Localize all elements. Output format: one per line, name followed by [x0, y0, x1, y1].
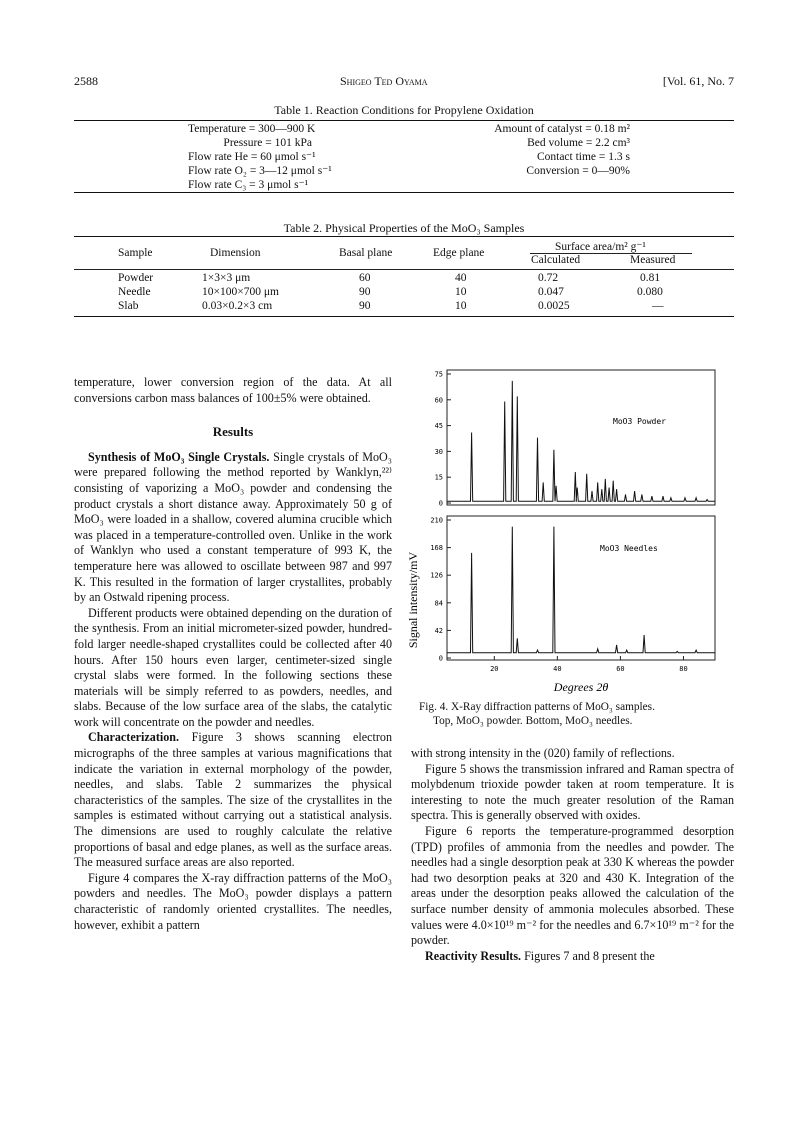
table-cell: 90 — [359, 286, 371, 298]
paragraph-body: Figures 7 and 8 present the — [521, 948, 655, 963]
y-tick-label: 126 — [430, 571, 443, 580]
paragraph: temperature, lower conversion region of the data. At all conversions carbon mass balances of 100±5% were obtained. — [74, 375, 392, 405]
table-row — [0, 272, 793, 286]
y-tick-label: 15 — [434, 473, 443, 482]
table-cell: — — [652, 300, 664, 312]
right-column — [411, 746, 734, 964]
table1-right-item: Amount of catalyst = 0.18 m² — [494, 123, 630, 135]
caption-line: Top, MoO₃ powder. Bottom, MoO₃ needles. — [433, 715, 633, 727]
needles-pattern-line — [447, 527, 715, 653]
top-plot-frame — [447, 370, 715, 505]
table2-header-edge: Edge plane — [433, 247, 485, 259]
table-cell: 60 — [359, 272, 371, 284]
paragraph-body: Single crystals of MoO₃ were prepared following the method reported by Wanklyn,²²⁾ consisting of vaporizing a MoO₃ powder and condensing the product crystals a short distance away. Approximately 50 g of MoO₃ were loaded in a shallow, covered alumina crucible which was placed in a temperature-controlled oven. Unlike in the work of Wanklyn who used a constant temperature of 993 K, the temperature here was allowed to oscillate between 987 and 997 K. This resulted in the formation of larger crystallites, probably by an Ostwald ripening process. — [74, 449, 392, 605]
table-cell: 0.047 — [538, 286, 564, 298]
table-cell: Powder — [118, 272, 154, 284]
table-cell: 0.03×0.2×3 cm — [202, 300, 273, 312]
table-cell: 0.0025 — [538, 300, 570, 312]
table-cell: 0.81 — [640, 272, 661, 284]
table-cell: 0.72 — [538, 272, 559, 284]
y-tick-label: 210 — [430, 516, 443, 525]
paragraph: Different products were obtained depending on the duration of the synthesis. From an initial micrometer-sized powder, hundred-fold larger needle-shaped crystallites could be collected after 40 hours. After 150 hours even larger, centimeter-sized single crystal slabs were formed. In the following sections these materials will be simply referred to as powders, needles, and slabs. Because of the low surface area of the slabs, the catalytic work will concentrate on the powder and needles. — [74, 605, 392, 729]
y-tick-label: 84 — [434, 599, 443, 608]
table-cell: 90 — [359, 300, 371, 312]
y-tick-label: 42 — [434, 626, 443, 635]
y-tick-label: 30 — [434, 447, 443, 456]
x-axis-label: Degrees 2θ — [553, 680, 609, 694]
table2-top-rule — [74, 236, 734, 237]
y-tick-label: 0 — [438, 654, 443, 663]
table1-right-item: Contact time = 1.3 s — [536, 151, 630, 163]
paragraph — [74, 730, 392, 870]
table1-right-item: Bed volume = 2.2 cm³ — [527, 137, 630, 149]
legend-powder: MoO3 Powder — [613, 417, 666, 426]
table1-top-rule — [74, 120, 734, 121]
running-author: Shigeo Ted Oyama — [340, 74, 428, 88]
table1-bottom-rule — [74, 192, 734, 193]
table1-right-block — [440, 122, 630, 178]
results-heading: Results — [212, 424, 254, 440]
table1-left-item: Flow rate C₃ = 3 μmol s⁻¹ — [188, 179, 309, 191]
left-column — [74, 375, 392, 933]
x-tick-label: 40 — [553, 665, 562, 673]
paragraph-lead: Characterization. — [88, 730, 180, 745]
paragraph-lead: Reactivity Results. — [425, 948, 522, 963]
table2-caption: Table 2. Physical Properties of the MoO₃ Samples — [283, 221, 525, 235]
table-cell: 10 — [455, 300, 467, 312]
table2-bottom-rule — [74, 316, 734, 317]
table1-left-item: Flow rate O₂ = 3—12 μmol s⁻¹ — [188, 165, 332, 177]
table-row — [0, 286, 793, 300]
y-tick-label: 45 — [434, 422, 443, 431]
caption-line: Fig. 4. X-Ray diffraction patterns of MoO₃ samples. — [419, 701, 655, 713]
volume-info: [Vol. 61, No. 7 — [662, 74, 734, 88]
table-row — [0, 300, 793, 314]
x-tick-label: 80 — [679, 665, 688, 673]
table-cell: 40 — [455, 272, 467, 284]
table-cell: 1×3×3 μm — [202, 272, 251, 284]
paragraph — [74, 450, 392, 606]
y-tick-label: 60 — [434, 396, 443, 405]
x-axis — [490, 656, 688, 673]
legend-needles: MoO3 Needles — [600, 544, 658, 553]
table-cell: Slab — [118, 300, 139, 312]
table-cell: Needle — [118, 286, 151, 298]
table1-left-item: Flow rate He = 60 μmol s⁻¹ — [188, 151, 316, 163]
top-y-axis — [435, 371, 451, 508]
bottom-y-axis — [430, 517, 451, 663]
table2-header-surface: Surface area/m² g⁻¹ — [555, 241, 646, 253]
table2-header-dimension: Dimension — [210, 247, 261, 259]
paragraph: Figure 6 reports the temperature-programmed desorption (TPD) profiles of ammonia from the needles and powder. The needles had a single desorption peak at 330 K whereas the powder had two desorption peaks at 320 and 430 K. Integration of the areas under the desorption peaks allowed the calculation of the surface number density of ammonia molecules absorbed. These values were 4.0×10¹⁹ m⁻² for the needles and 6.7×10¹⁹ m⁻² for the powder. — [411, 823, 734, 948]
bottom-plot-frame — [447, 516, 715, 660]
table1-left-item: Pressure = 101 kPa — [223, 137, 312, 149]
paragraph: Figure 4 compares the X-ray diffraction patterns of the MoO₃ powders and needles. The MoO₃ powder displays a pattern characteristic of randomly oriented crystallites. The needles, however, exhibit a pattern — [74, 870, 392, 932]
table1-left-item: Temperature = 300—900 K — [188, 123, 316, 135]
y-tick-label: 168 — [430, 544, 443, 553]
table-cell: 10 — [455, 286, 467, 298]
x-tick-label: 20 — [490, 665, 499, 673]
table2-body — [0, 272, 793, 314]
xrd-figure — [405, 360, 735, 720]
paragraph: Figure 5 shows the transmission infrared and Raman spectra of molybdenum trioxide powder taken at room temperature. It is interesting to note the much greater resolution of the Raman spectra. This is generally observed with oxides. — [411, 761, 734, 823]
figure4-caption — [405, 700, 735, 728]
paragraph: with strong intensity in the (020) family of reflections. — [411, 746, 675, 760]
table2-header-basal: Basal plane — [339, 247, 393, 259]
table2-header-calculated: Calculated — [531, 254, 581, 266]
y-tick-label: 0 — [438, 499, 443, 508]
y-tick-label: 75 — [434, 370, 443, 379]
page-number: 2588 — [74, 74, 98, 88]
table2-header-rule — [74, 269, 734, 270]
table2-header-measured: Measured — [630, 254, 676, 266]
table1-right-item: Conversion = 0—90% — [526, 165, 630, 177]
x-tick-label: 60 — [616, 665, 625, 673]
table1-caption: Table 1. Reaction Conditions for Propylene Oxidation — [274, 103, 534, 117]
table2-header-sample: Sample — [118, 247, 153, 259]
paragraph-body: Figure 3 shows scanning electron micrographs of the three samples at various magnifications that indicate the variation in external morphology of the powder, needles, and slabs. Table 2 summarizes the physical characteristics of the samples. The size of the crystallites in the samples is estimated without carrying out a statistical analysis. The dimensions are used to roughly calculate the relative proportions of basal and edge planes, as well as the surface areas. The measured surface areas are also reported. — [74, 730, 392, 870]
powder-pattern-line — [447, 381, 715, 501]
table-cell: 0.080 — [637, 286, 663, 298]
paragraph-lead: Synthesis of MoO₃ Single Crystals. — [88, 449, 270, 464]
table1-left-block — [188, 122, 340, 192]
paragraph — [411, 949, 734, 965]
y-axis-label: Signal intensity/mV — [406, 551, 420, 649]
table-cell: 10×100×700 μm — [202, 286, 279, 298]
